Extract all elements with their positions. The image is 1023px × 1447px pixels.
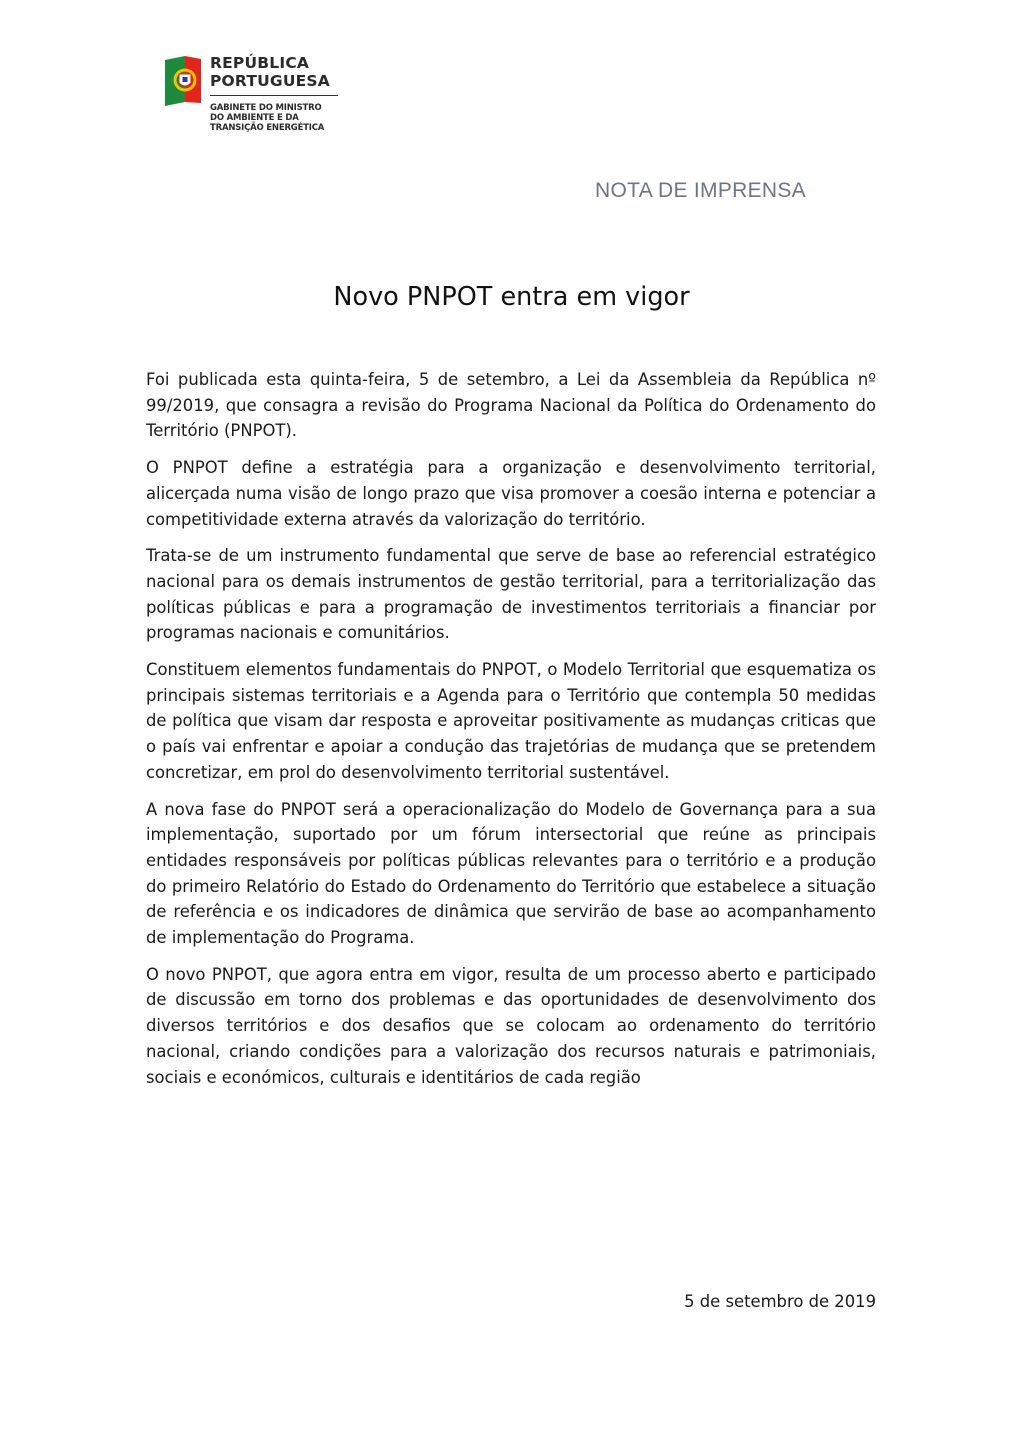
logo-name-line1: REPÚBLICA	[210, 54, 310, 72]
page-title: Novo PNPOT entra em vigor	[333, 282, 690, 312]
portugal-emblem-icon	[163, 56, 203, 106]
logo-text-block	[210, 54, 350, 133]
body-paragraph: Constituem elementos fundamentais do PNPOT, o Modelo Territorial que esquematiza os principais sistemas territoriais e a Agenda para o Território que contempla 50 medidas de política que visam dar resposta e aproveitar positivamente as mudanças criticas que o país vai enfrentar e apoiar a condução das trajetórias de mudança que se pretendem concretizar, em prol do desenvolvimento territorial sustentável.	[146, 660, 876, 782]
body-paragraph: A nova fase do PNPOT será a operacionalização do Modelo de Governança para a sua implementação, suportado por um fórum intersectorial que reúne as principais entidades responsáveis por políticas públicas relevantes para o território e a produção do primeiro Relatório do Estado do Ordenamento do Território que estabelece a situação de referência e os indicadores de dinâmica que servirão de base ao acompanhamento de implementação do Programa.	[146, 799, 876, 948]
document-body	[146, 367, 876, 1101]
logo-sub-line3: TRANSIÇÃO ENERGÉTICA	[210, 123, 325, 133]
logo-sub-line2: DO AMBIENTE E DA	[210, 113, 299, 123]
government-logo	[163, 54, 348, 146]
body-paragraph: O PNPOT define a estratégia para a organização e desenvolvimento territorial, alicerçada numa visão de longo prazo que visa promover a coesão interna e potenciar a competitividade externa através da valorização do território.	[146, 458, 876, 529]
document-type-label: NOTA DE IMPRENSA	[595, 179, 806, 202]
body-paragraph: Foi publicada esta quinta-feira, 5 de setembro, a Lei da Assembleia da República nº 99/2019, que consagra a revisão do Programa Nacional da Política do Ordenamento do Território (PNPOT).	[146, 370, 876, 441]
logo-sub-line1: GABINETE DO MINISTRO	[210, 103, 322, 113]
body-paragraph: Trata-se de um instrumento fundamental que serve de base ao referencial estratégico nacional para os demais instrumentos de gestão territorial, para a territorialização das políticas públicas e para a programação de investimentos territoriais a financiar por programas nacionais e comunitários.	[146, 546, 876, 643]
body-paragraph: O novo PNPOT, que agora entra em vigor, resulta de um processo aberto e participado de discussão em torno dos problemas e das oportunidades de desenvolvimento dos diversos territórios e dos desafios que se colocam ao ordenamento do território nacional, criando condições para a valorização dos recursos naturais e patrimoniais, sociais e económicos, culturais e identitários de cada região	[146, 964, 876, 1087]
logo-divider	[210, 95, 338, 96]
logo-name-line2: PORTUGUESA	[210, 72, 330, 90]
document-date: 5 de setembro de 2019	[684, 1292, 876, 1311]
